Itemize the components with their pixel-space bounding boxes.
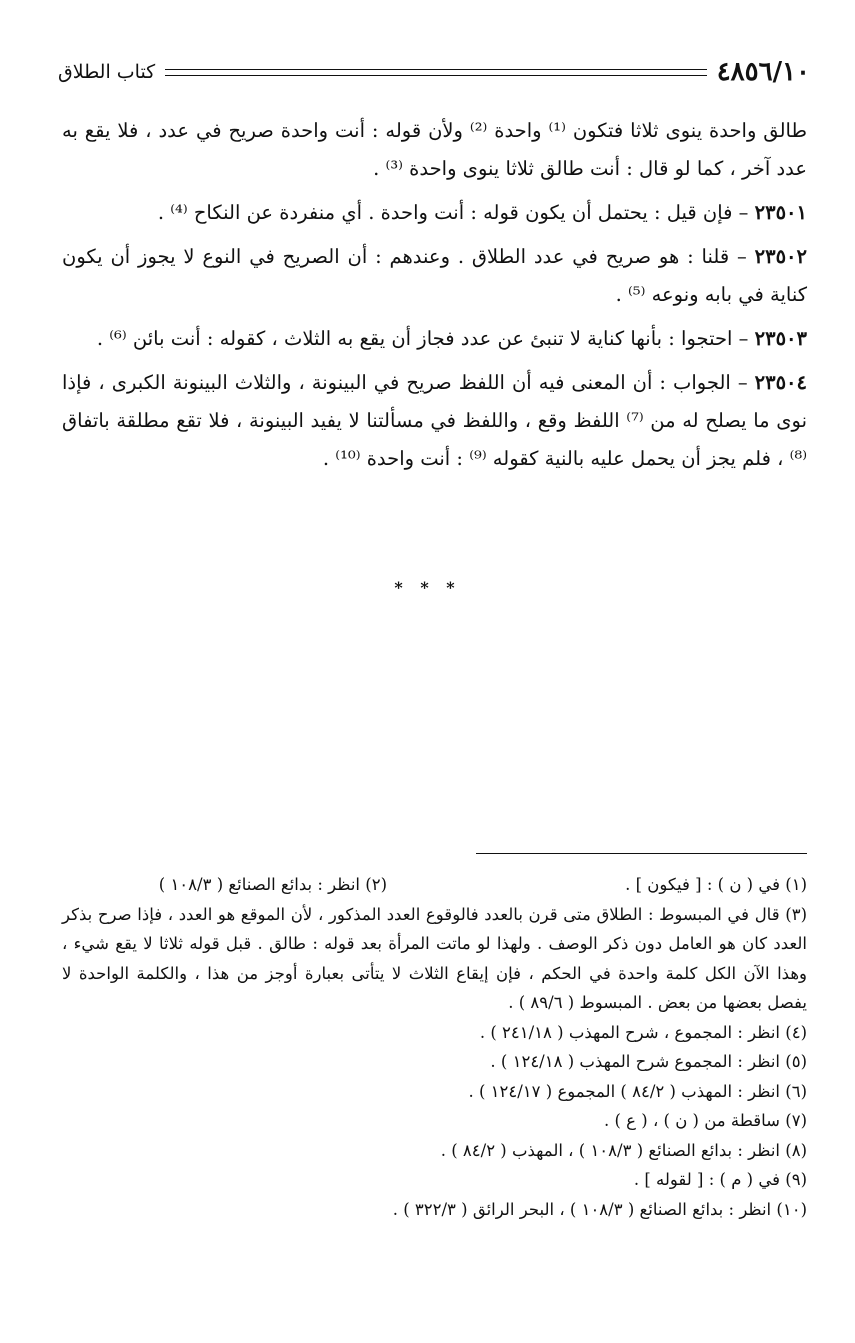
paragraph-number: ٢٣٥٠٢ <box>754 245 807 268</box>
footnote-1: (١) في ( ن ) : [ فيكون ] . <box>625 875 807 894</box>
paragraph-23504 <box>62 364 807 478</box>
footnote-9: (٩) في ( م ) : [ لقوله ] . <box>633 1170 807 1189</box>
paragraph-23502 <box>62 238 807 314</box>
main-text <box>62 112 807 484</box>
header-rule <box>165 69 706 76</box>
paragraph-number: ٢٣٥٠٤ <box>754 371 807 394</box>
book-title: كتاب الطلاق <box>58 61 156 83</box>
paragraph-number: ٢٣٥٠٣ <box>754 327 807 350</box>
footnote-7: (٧) ساقطة من ( ن ) ، ( ع ) . <box>604 1111 807 1130</box>
paragraph-text: – الجواب : أن المعنى فيه أن اللفظ صريح في البينونة ، والثلاث البينونة الكبرى ، فإذا نوى ما يصلح له من ⁽⁷⁾ اللفظ وقع ، واللفظ في مسألتنا لا يفيد البينونة ، فلا تقع مطلقة باتفاق ⁽⁸⁾ ، فلم يجز أن يحمل عليه بالنية كقوله ⁽⁹⁾ : أنت واحدة ⁽¹⁰⁾ . <box>62 371 807 470</box>
footnote-2: (٢) انظر : بدائع الصنائع ( ١٠٨/٣ ) <box>158 875 387 894</box>
footnote-8: (٨) انظر : بدائع الصنائع ( ١٠٨/٣ ) ، المهذب ( ٨٤/٢ ) . <box>440 1140 807 1160</box>
paragraph-23503 <box>62 320 807 358</box>
footnote-6: (٦) انظر : المهذب ( ٨٤/٢ ) المجموع ( ١٢٤/١٧ ) . <box>468 1081 807 1101</box>
section-separator: * * * <box>394 578 461 597</box>
paragraph-continuation: طالق واحدة ينوى ثلاثا فتكون ⁽¹⁾ واحدة ⁽²⁾ ولأن قوله : أنت واحدة صريح في عدد ، فلا يقع به عدد آخر ، كما لو قال : أنت طالق ثلاثا ينوى واحدة ⁽³⁾ . <box>62 119 807 180</box>
footnote-row <box>62 870 807 900</box>
footnote-rule <box>476 853 807 854</box>
footnote-10: (١٠) انظر : بدائع الصنائع ( ١٠٨/٣ ) ، البحر الرائق ( ٣٢٢/٣ ) . <box>392 1199 807 1219</box>
footnote-3: (٣) قال في المبسوط : الطلاق متى قرن بالعدد فالوقوع العدد المذكور ، لأن الموقع هو العدد ، فإذا صرح بذكر العدد كان هو العامل دون ذكر الوصف . ولهذا لو ماتت المرأة بعد قوله : طالق . قبل قوله ثلاثا لا يقع شيء ، وهذا الآن الكل كلمة واحدة في الحكم ، فإن إيقاع الثلاث لا يتأتى بعبارة أوجز من هذا ، والكلمة الواحدة لا يفصل بعضها من بعض . المبسوط ( ٨٩/٦ ) . <box>62 904 807 1012</box>
footnotes <box>62 870 807 1224</box>
paragraph-23501 <box>62 194 807 232</box>
paragraph-text: – قلنا : هو صريح في عدد الطلاق . وعندهم : أن الصريح في النوع لا يجوز أن يكون كناية في بابه ونوعه ⁽⁵⁾ . <box>62 245 807 306</box>
page-number: ٤٨٥٦/١٠ <box>716 57 810 87</box>
footnote-4: (٤) انظر : المجموع ، شرح المهذب ( ٢٤١/١٨ ) . <box>479 1022 807 1042</box>
paragraph-text: – احتجوا : بأنها كناية لا تنبئ عن عدد فجاز أن يقع به الثلاث ، كقوله : أنت بائن ⁽⁶⁾ . <box>96 327 755 350</box>
page-header <box>58 52 810 92</box>
paragraph-number: ٢٣٥٠١ <box>754 201 807 224</box>
footnote-5: (٥) انظر : المجموع شرح المهذب ( ١٢٤/١٨ ) . <box>490 1052 807 1071</box>
paragraph-text: – فإن قيل : يحتمل أن يكون قوله : أنت واحدة . أي منفردة عن النكاح ⁽⁴⁾ . <box>157 201 755 224</box>
